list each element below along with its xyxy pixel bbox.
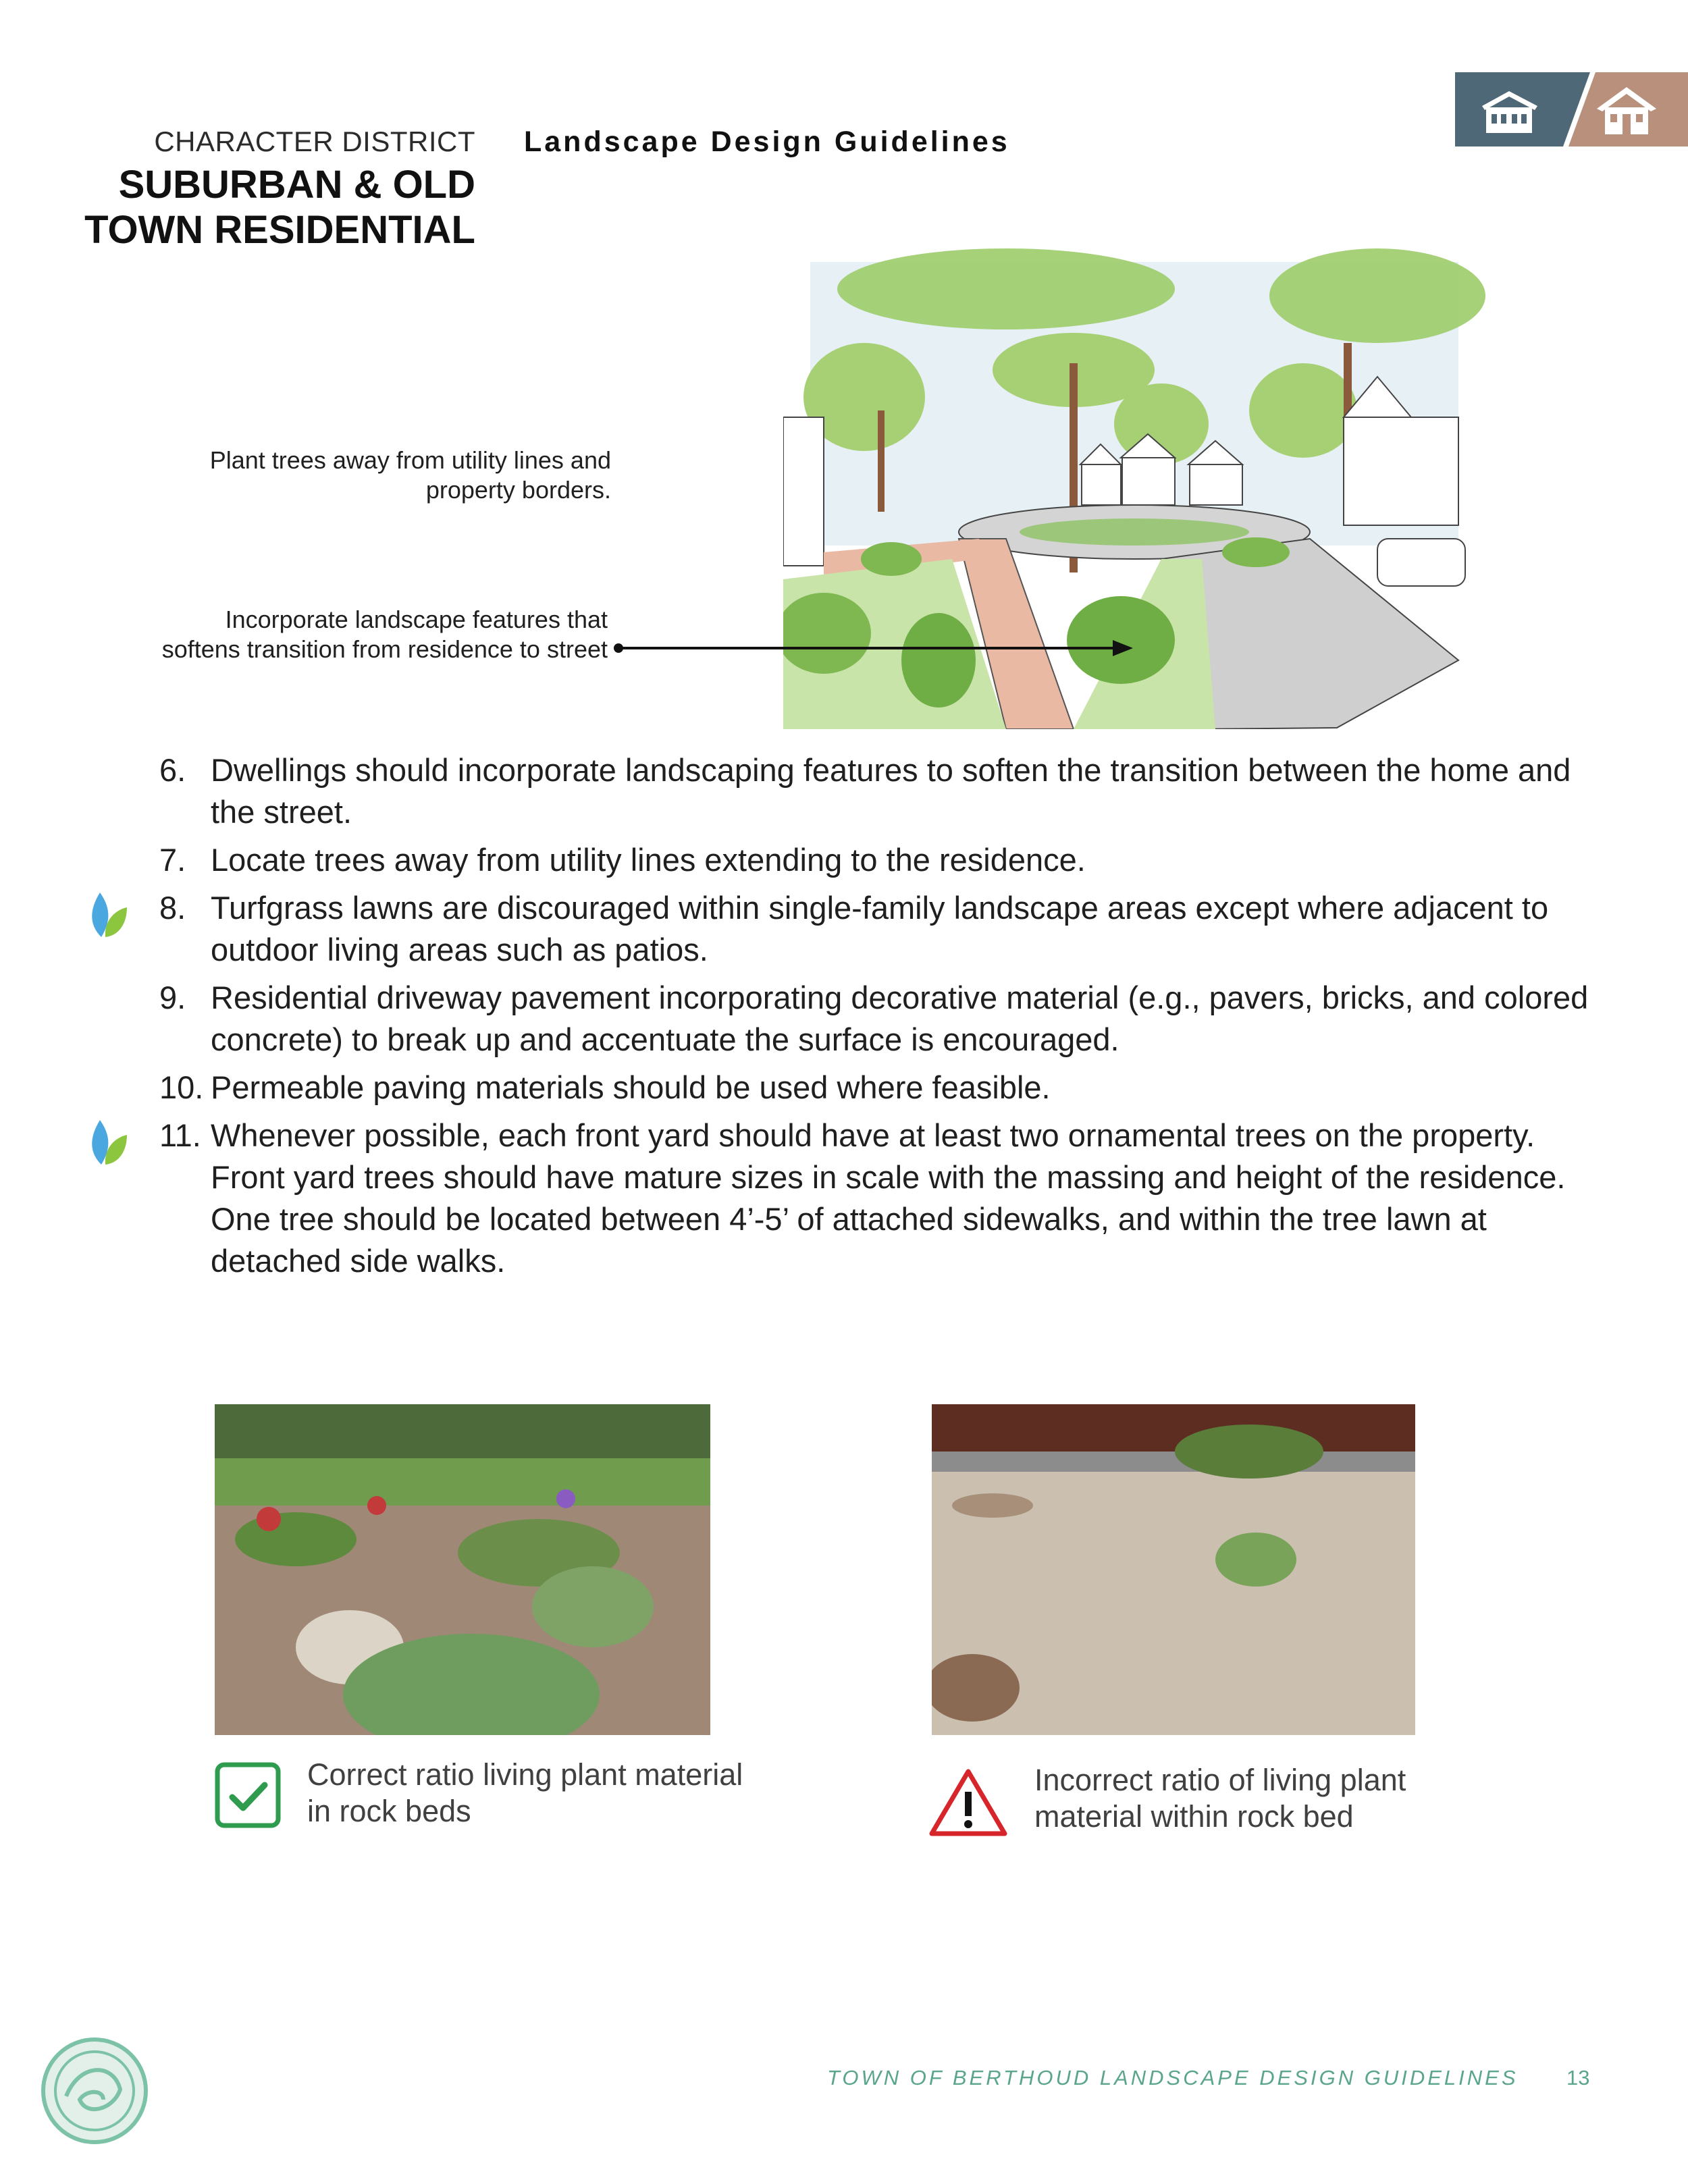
guideline-number: 9.: [159, 980, 186, 1015]
section-title: Landscape Design Guidelines: [524, 126, 1010, 158]
callout-landscape-transition: Incorporate landscape features that softens transition from residence to street: [161, 606, 608, 663]
page-number: 13: [1566, 2066, 1590, 2089]
photo-correct-rock-bed: [215, 1404, 710, 1735]
caption-incorrect: Incorrect ratio of living plant material within rock bed: [1034, 1763, 1406, 1834]
guideline-item: [159, 887, 1591, 971]
water-leaf-icon: [80, 1117, 128, 1171]
district-label: CHARACTER DISTRICT: [154, 126, 475, 157]
water-leaf-icon: [80, 890, 128, 944]
photo-incorrect-rock-bed: [932, 1404, 1415, 1735]
guideline-text: Permeable paving materials should be used where feasible.: [211, 1069, 1051, 1105]
callout-tree-placement: Plant trees away from utility lines and property borders.: [209, 446, 611, 504]
guidelines-list: [159, 749, 1591, 1288]
guideline-number: 11.: [159, 1117, 201, 1153]
guideline-number: 10.: [159, 1069, 204, 1105]
warning-icon: [929, 1767, 1007, 1838]
guideline-number: 6.: [159, 752, 186, 788]
district-tab-icons: [1455, 72, 1688, 147]
district-name-line2: TOWN RESIDENTIAL: [84, 208, 475, 252]
caption-correct: Correct ratio living plant material in rock beds: [307, 1757, 743, 1828]
guideline-item: [159, 1067, 1591, 1109]
guideline-number: 7.: [159, 842, 186, 878]
guideline-item: [159, 977, 1591, 1061]
guideline-text: Locate trees away from utility lines extending to the residence.: [211, 842, 1086, 878]
guideline-text: Whenever possible, each front yard should have at least two ornamental trees on the property. Front yard trees should have mature sizes in scale with the massing and height of the residence. One tree should be located between 4’-5’ of attached sidewalks, and within the tree lawn at detached side walks.: [211, 1117, 1566, 1279]
guideline-text: Turfgrass lawns are discouraged within single-family landscape areas except where adjacent to outdoor living areas such as patios.: [211, 890, 1549, 967]
callout-leader-arrow: [613, 638, 1133, 658]
guideline-text: Dwellings should incorporate landscaping features to soften the transition between the home and the street.: [211, 752, 1571, 830]
town-seal-logo: [39, 2035, 150, 2146]
checkmark-icon: [215, 1762, 281, 1828]
guideline-number: 8.: [159, 890, 186, 926]
guideline-text: Residential driveway pavement incorporating decorative material (e.g., pavers, bricks, and colored concrete) to break up and accentuate the surface is encouraged.: [211, 980, 1589, 1057]
guideline-item: [159, 1115, 1591, 1282]
footer-title: TOWN OF BERTHOUD LANDSCAPE DESIGN GUIDELINES: [827, 2066, 1519, 2089]
guideline-item: [159, 839, 1591, 881]
guideline-item: [159, 749, 1591, 833]
district-name-line1: SUBURBAN & OLD: [118, 163, 475, 207]
